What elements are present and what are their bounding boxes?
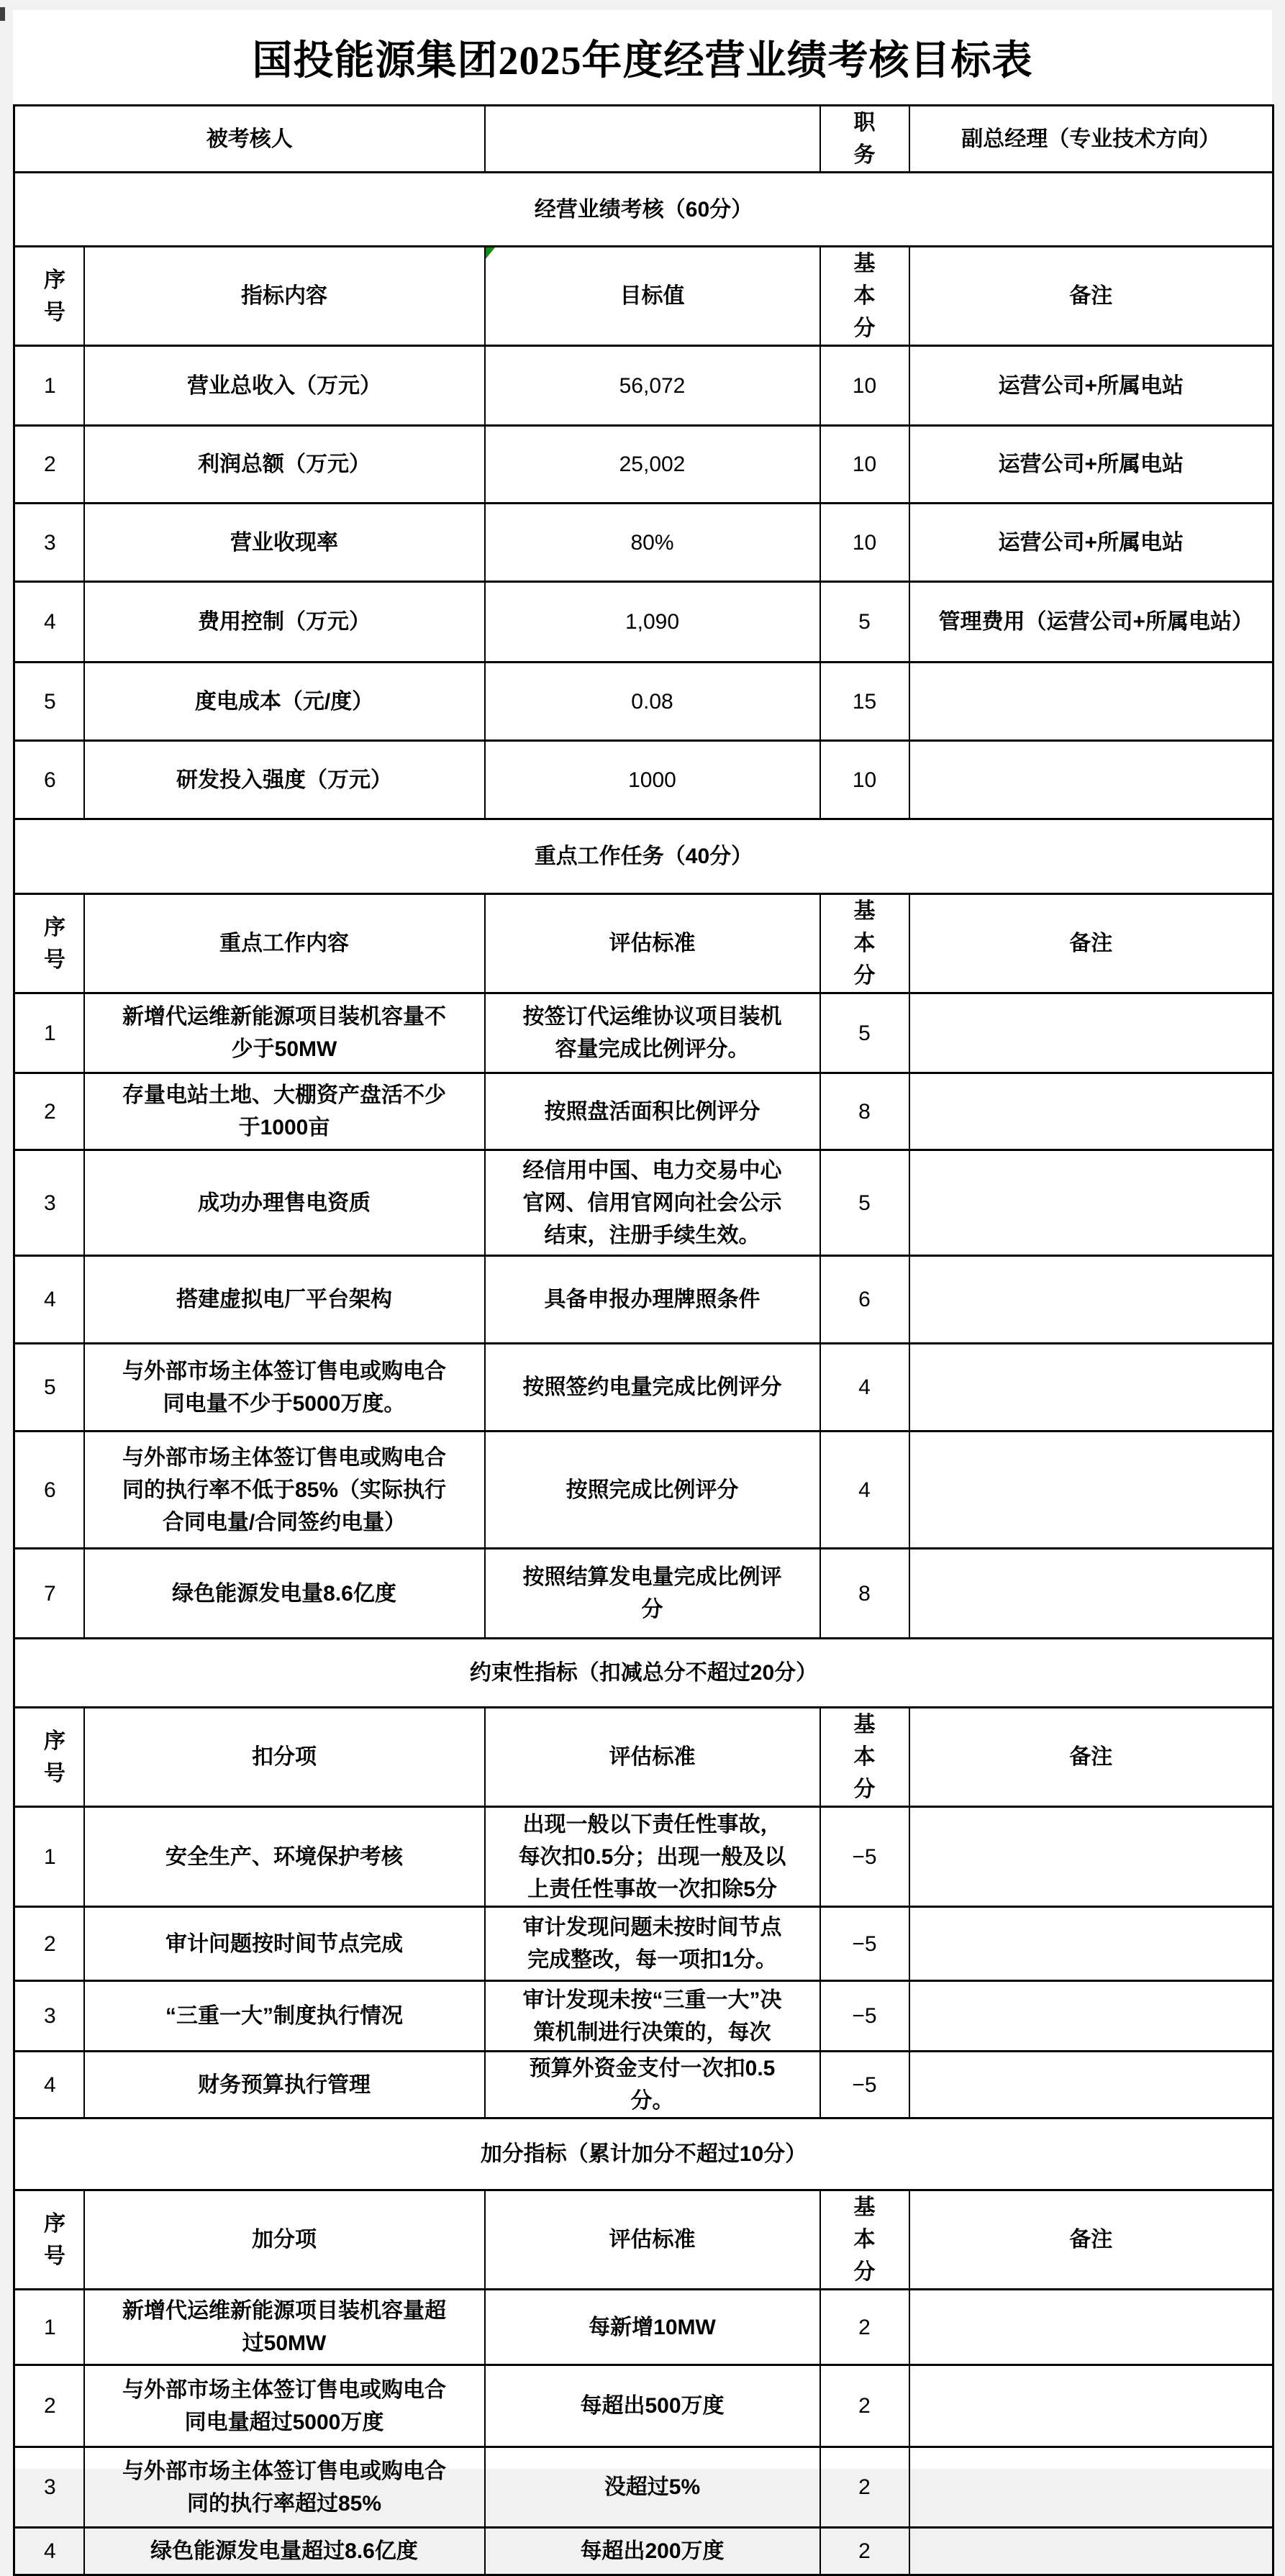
job-label: 职务	[820, 106, 909, 173]
column-header-criteria-cell: 目标值	[485, 247, 820, 346]
remark-cell	[909, 1807, 1273, 1907]
column-header-remark-cell: 备注	[909, 894, 1273, 993]
criteria-cell: 按照签约电量完成比例评分	[485, 1344, 820, 1432]
spreadsheet-page	[13, 10, 1272, 2563]
assessment-table	[13, 104, 1274, 2576]
column-header-score-cell: 基本分	[820, 894, 909, 993]
score-cell: 10	[820, 504, 909, 582]
table-row	[14, 1432, 1273, 1549]
score-cell: 15	[820, 663, 909, 741]
table-row	[14, 2447, 1273, 2528]
section-band-title: 重点工作任务（40分）	[14, 819, 1273, 894]
content-cell: 与外部市场主体签订售电或购电合同的执行率不低于85%（实际执行合同电量/合同签约电量）	[84, 1432, 485, 1549]
column-header-row	[14, 894, 1273, 993]
table-row	[14, 1549, 1273, 1639]
remark-cell	[909, 2528, 1273, 2575]
criteria-cell: 每新增10MW	[485, 2290, 820, 2365]
remark-cell	[909, 2447, 1273, 2528]
remark-cell	[909, 1344, 1273, 1432]
cell-error-flag-icon	[486, 247, 495, 259]
table-row	[14, 346, 1273, 426]
remark-cell	[909, 2365, 1273, 2447]
remark-cell: 运营公司+所属电站	[909, 504, 1273, 582]
table-row	[14, 2365, 1273, 2447]
target-value-cell: 0.08	[485, 663, 820, 741]
section-band-row	[14, 819, 1273, 894]
column-header-serial-cell: 序号	[14, 894, 84, 993]
content-cell: 费用控制（万元）	[84, 582, 485, 663]
content-cell: 度电成本（元/度）	[84, 663, 485, 741]
table-row	[14, 1150, 1273, 1256]
serial-cell: 2	[14, 2365, 84, 2447]
serial-cell: 2	[14, 1907, 84, 1981]
serial-cell: 5	[14, 1344, 84, 1432]
serial-cell: 4	[14, 2052, 84, 2118]
serial-cell: 1	[14, 346, 84, 426]
score-cell: 4	[820, 1432, 909, 1549]
remark-cell	[909, 1432, 1273, 1549]
score-cell: 2	[820, 2365, 909, 2447]
page-title: 国投能源集团2025年度经营业绩考核目标表	[252, 38, 1033, 83]
remark-cell	[909, 1256, 1273, 1344]
column-header-criteria-cell: 评估标准	[485, 1708, 820, 1807]
column-header-serial-cell: 序号	[14, 1708, 84, 1807]
remark-cell	[909, 663, 1273, 741]
assessee-label: 被考核人	[14, 106, 485, 173]
section-band-row	[14, 173, 1273, 247]
target-value-cell: 25,002	[485, 426, 820, 504]
serial-cell: 6	[14, 741, 84, 819]
column-header-score-cell: 基本分	[820, 247, 909, 346]
remark-cell	[909, 2290, 1273, 2365]
score-cell: 4	[820, 1344, 909, 1432]
content-cell: 财务预算执行管理	[84, 2052, 485, 2118]
column-header-row	[14, 2190, 1273, 2290]
column-header-row	[14, 1708, 1273, 1807]
criteria-cell: 每超出500万度	[485, 2365, 820, 2447]
table-row	[14, 2052, 1273, 2118]
table-row	[14, 1907, 1273, 1981]
criteria-cell: 审计发现问题未按时间节点完成整改，每一项扣1分。	[485, 1907, 820, 1981]
remark-cell	[909, 1981, 1273, 2052]
target-value-cell: 80%	[485, 504, 820, 582]
column-header-remark-cell: 备注	[909, 2190, 1273, 2290]
remark-cell	[909, 1150, 1273, 1256]
column-header-content-cell: 加分项	[84, 2190, 485, 2290]
column-header-score-cell: 基本分	[820, 2190, 909, 2290]
serial-cell: 2	[14, 1073, 84, 1150]
content-cell: 营业收现率	[84, 504, 485, 582]
score-cell: 8	[820, 1549, 909, 1639]
criteria-cell: 按照盘活面积比例评分	[485, 1073, 820, 1150]
content-cell: 绿色能源发电量超过8.6亿度	[84, 2528, 485, 2575]
score-cell: 10	[820, 741, 909, 819]
remark-cell: 运营公司+所属电站	[909, 346, 1273, 426]
score-cell: 5	[820, 582, 909, 663]
section-band-title: 加分指标（累计加分不超过10分）	[14, 2118, 1273, 2190]
serial-cell: 6	[14, 1432, 84, 1549]
remark-cell	[909, 2052, 1273, 2118]
table-row	[14, 741, 1273, 819]
serial-cell: 1	[14, 2290, 84, 2365]
column-header-score-cell: 基本分	[820, 1708, 909, 1807]
table-row	[14, 2528, 1273, 2575]
score-cell: −5	[820, 1907, 909, 1981]
column-header-row	[14, 247, 1273, 346]
content-cell: 营业总收入（万元）	[84, 346, 485, 426]
criteria-cell: 按照结算发电量完成比例评分	[485, 1549, 820, 1639]
score-cell: 2	[820, 2290, 909, 2365]
criteria-cell: 按签订代运维协议项目装机容量完成比例评分。	[485, 993, 820, 1073]
remark-cell	[909, 1907, 1273, 1981]
serial-cell: 7	[14, 1549, 84, 1639]
section-band-title: 约束性指标（扣减总分不超过20分）	[14, 1639, 1273, 1708]
column-header-criteria-cell: 评估标准	[485, 2190, 820, 2290]
score-cell: 10	[820, 346, 909, 426]
content-cell: 与外部市场主体签订售电或购电合同电量超过5000万度	[84, 2365, 485, 2447]
score-cell: −5	[820, 1981, 909, 2052]
table-row	[14, 582, 1273, 663]
criteria-cell: 没超过5%	[485, 2447, 820, 2528]
criteria-cell: 按照完成比例评分	[485, 1432, 820, 1549]
screen-corner-artifact	[0, 7, 5, 21]
column-header-content-cell: 扣分项	[84, 1708, 485, 1807]
serial-cell: 3	[14, 2447, 84, 2528]
content-cell: 与外部市场主体签订售电或购电合同电量不少于5000万度。	[84, 1344, 485, 1432]
column-header-serial-cell: 序号	[14, 247, 84, 346]
serial-cell: 1	[14, 1807, 84, 1907]
content-cell: 搭建虚拟电厂平台架构	[84, 1256, 485, 1344]
criteria-cell: 预算外资金支付一次扣0.5分。	[485, 2052, 820, 2118]
remark-cell	[909, 1073, 1273, 1150]
target-value-cell: 1,090	[485, 582, 820, 663]
column-header-content-cell: 重点工作内容	[84, 894, 485, 993]
serial-cell: 4	[14, 582, 84, 663]
remark-cell	[909, 741, 1273, 819]
score-cell: 6	[820, 1256, 909, 1344]
content-cell: 与外部市场主体签订售电或购电合同的执行率超过85%	[84, 2447, 485, 2528]
table-row	[14, 1256, 1273, 1344]
table-row	[14, 663, 1273, 741]
content-cell: 安全生产、环境保护考核	[84, 1807, 485, 1907]
content-cell: 存量电站土地、大棚资产盘活不少于1000亩	[84, 1073, 485, 1150]
column-header-serial-cell: 序号	[14, 2190, 84, 2290]
section-band-title: 经营业绩考核（60分）	[14, 173, 1273, 247]
job-value: 副总经理（专业技术方向）	[909, 106, 1273, 173]
score-cell: 8	[820, 1073, 909, 1150]
table-row	[14, 1073, 1273, 1150]
score-cell: 2	[820, 2528, 909, 2575]
serial-cell: 3	[14, 1150, 84, 1256]
section-band-row	[14, 2118, 1273, 2190]
content-cell: 新增代运维新能源项目装机容量超过50MW	[84, 2290, 485, 2365]
content-cell: 绿色能源发电量8.6亿度	[84, 1549, 485, 1639]
column-header-remark-cell: 备注	[909, 247, 1273, 346]
criteria-cell: 审计发现未按“三重一大”决策机制进行决策的，每次	[485, 1981, 820, 2052]
serial-cell: 3	[14, 504, 84, 582]
table-row	[14, 1981, 1273, 2052]
serial-cell: 4	[14, 2528, 84, 2575]
score-cell: 10	[820, 426, 909, 504]
criteria-cell: 每超出200万度	[485, 2528, 820, 2575]
score-cell: 5	[820, 1150, 909, 1256]
serial-cell: 3	[14, 1981, 84, 2052]
content-cell: “三重一大”制度执行情况	[84, 1981, 485, 2052]
serial-cell: 4	[14, 1256, 84, 1344]
table-row	[14, 1344, 1273, 1432]
table-row	[14, 504, 1273, 582]
serial-cell: 2	[14, 426, 84, 504]
table-row	[14, 993, 1273, 1073]
serial-cell: 5	[14, 663, 84, 741]
score-cell: 2	[820, 2447, 909, 2528]
score-cell: −5	[820, 2052, 909, 2118]
content-cell: 新增代运维新能源项目装机容量不少于50MW	[84, 993, 485, 1073]
table-row	[14, 426, 1273, 504]
assessee-name-cell[interactable]	[485, 106, 820, 173]
assessee-row	[14, 106, 1273, 173]
remark-cell	[909, 1549, 1273, 1639]
column-header-content-cell: 指标内容	[84, 247, 485, 346]
content-cell: 审计问题按时间节点完成	[84, 1907, 485, 1981]
target-value-cell: 56,072	[485, 346, 820, 426]
score-cell: 5	[820, 993, 909, 1073]
serial-cell: 1	[14, 993, 84, 1073]
table-row	[14, 2290, 1273, 2365]
section-band-row	[14, 1639, 1273, 1708]
target-value-cell: 1000	[485, 741, 820, 819]
column-header-remark-cell: 备注	[909, 1708, 1273, 1807]
criteria-cell: 具备申报办理牌照条件	[485, 1256, 820, 1344]
table-row	[14, 1807, 1273, 1907]
remark-cell: 运营公司+所属电站	[909, 426, 1273, 504]
content-cell: 研发投入强度（万元）	[84, 741, 485, 819]
criteria-cell: 经信用中国、电力交易中心官网、信用官网向社会公示结束，注册手续生效。	[485, 1150, 820, 1256]
content-cell: 利润总额（万元）	[84, 426, 485, 504]
column-header-criteria-cell: 评估标准	[485, 894, 820, 993]
criteria-cell: 出现一般以下责任性事故，每次扣0.5分；出现一般及以上责任性事故一次扣除5分	[485, 1807, 820, 1907]
remark-cell: 管理费用（运营公司+所属电站）	[909, 582, 1273, 663]
remark-cell	[909, 993, 1273, 1073]
content-cell: 成功办理售电资质	[84, 1150, 485, 1256]
score-cell: −5	[820, 1807, 909, 1907]
